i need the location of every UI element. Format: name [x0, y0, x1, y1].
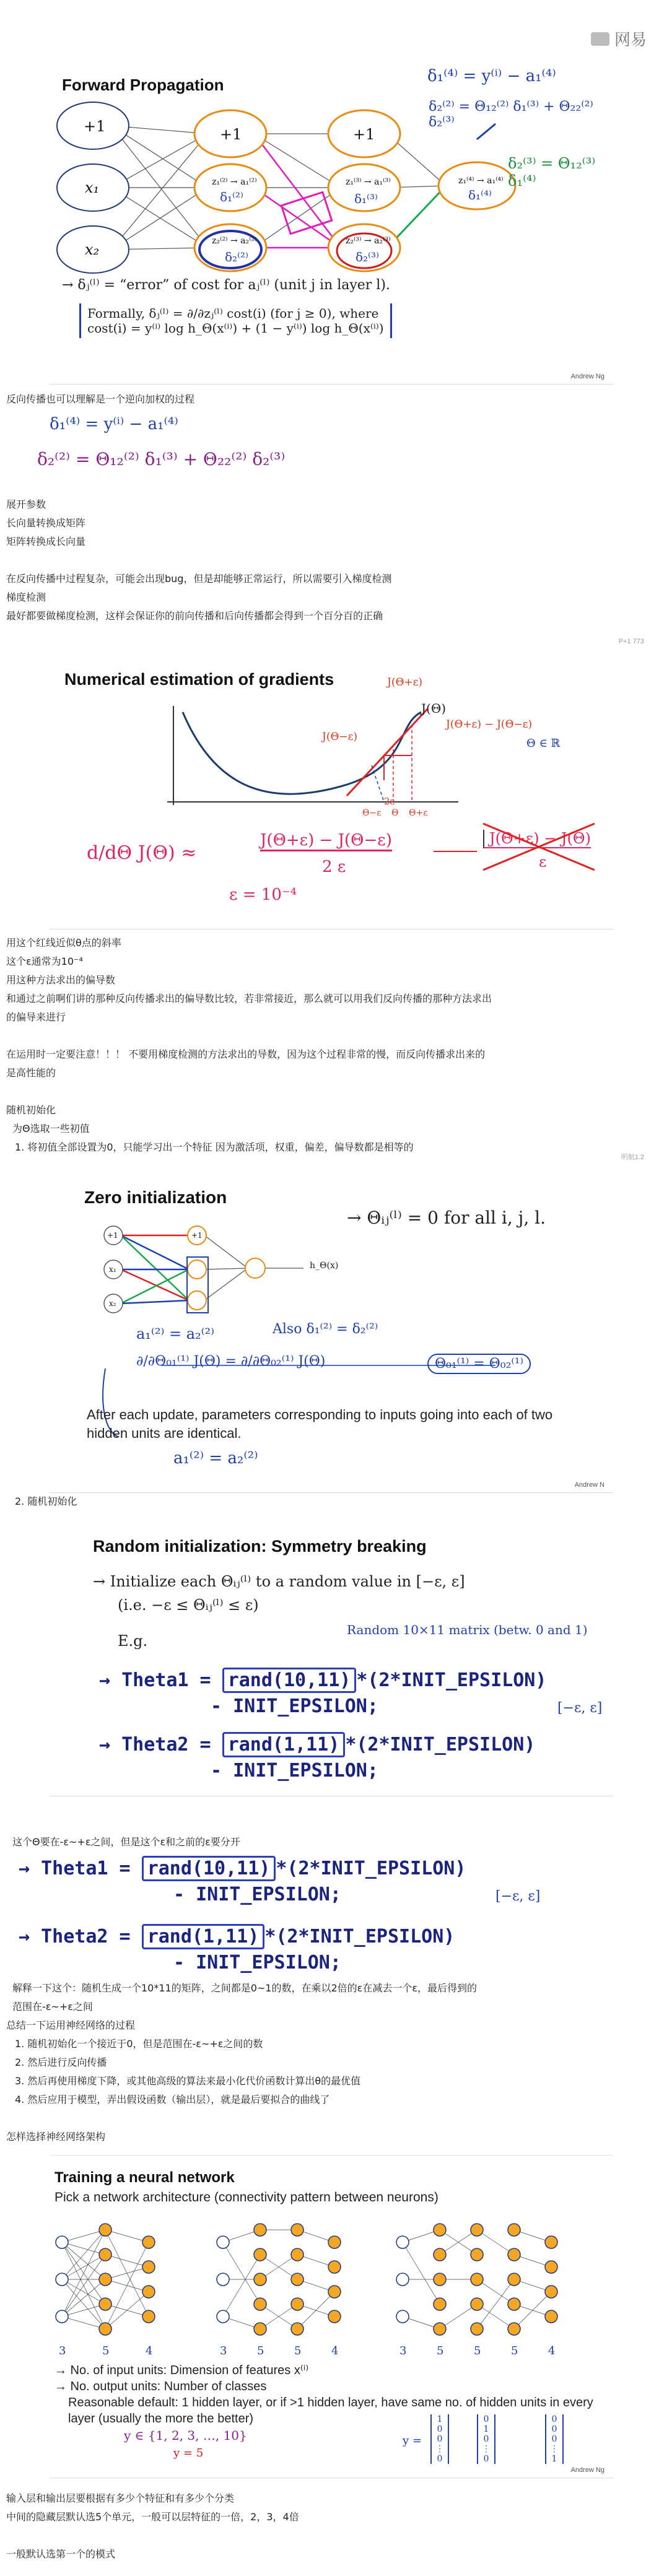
vector-entry: 0 [483, 2434, 489, 2444]
notes-unroll [6, 495, 644, 625]
arch-a-hidden-count: 5 [102, 2344, 110, 2357]
hw-activations-equal-bottom: a₁⁽²⁾ = a₂⁽²⁾ [173, 1449, 258, 1468]
code-theta1 [99, 1669, 546, 1691]
hw-delta-layer3: δ₂⁽³⁾ = Θ₁₂⁽³⁾ δ₁⁽⁴⁾ [508, 155, 596, 189]
svg-text:δ₂⁽²⁾: δ₂⁽²⁾ [225, 250, 248, 264]
cloud-note-icon [591, 32, 609, 46]
note-line: 用这种方法求出的偏导数 [6, 974, 116, 986]
note-line: 怎样选择神经网络架构 [6, 2131, 106, 2143]
svg-text:+1: +1 [191, 1231, 203, 1240]
svg-text:x₁: x₁ [109, 1265, 116, 1274]
vector-entry: 0 [437, 2434, 443, 2444]
slide-title: Numerical estimation of gradients [64, 670, 334, 689]
slide-training-network [50, 2155, 613, 2478]
note-code-theta2 [19, 1926, 455, 1947]
slide-title: Training a neural network [55, 2169, 235, 2186]
code-rand-call: rand(1,11) [142, 1924, 265, 1949]
slide-credit: Andrew Ng [570, 2466, 604, 2474]
curve-label: J(Θ) [421, 701, 447, 716]
architecture-guidelines [55, 2362, 606, 2427]
code-theta1-line2: - INIT_EPSILON; [211, 1695, 378, 1717]
eg-label: E.g. [118, 1632, 148, 1650]
note-line: 随机初始化 [6, 1104, 56, 1116]
notes-epsilon [6, 1833, 644, 1852]
output-units-rule: → No. output units: Number of classes [55, 2380, 267, 2393]
code-rand-call: rand(10,11) [142, 1856, 276, 1881]
vector-entry: ⋮ [435, 2444, 444, 2454]
hw-vector-3 [545, 2414, 564, 2464]
formally-line: Formally, δⱼ⁽ˡ⁾ = ∂/∂zⱼ⁽ˡ⁾ cost(i) (for j ≥ 0), where [87, 306, 379, 321]
hw-vector-2 [477, 2414, 495, 2464]
tick-minus: Θ−ε [362, 808, 382, 818]
arch-c-hidden2-count: 5 [474, 2344, 481, 2357]
vector-entry: 0 [483, 2454, 489, 2464]
svg-text:δ₁⁽⁴⁾: δ₁⁽⁴⁾ [468, 188, 492, 202]
arch-a-input-count: 3 [59, 2344, 66, 2357]
arch-b-output-count: 4 [331, 2344, 339, 2357]
svg-text:+1: +1 [353, 126, 375, 143]
hw-note-delta-layer2: δ₂⁽²⁾ = Θ₁₂⁽²⁾ δ₁⁽³⁾ + Θ₂₂⁽²⁾ δ₂⁽³⁾ [37, 449, 286, 469]
architecture-diagrams [50, 2211, 613, 2360]
hw-delta-output: δ₁⁽⁴⁾ = y⁽ⁱ⁾ − a₁⁽⁴⁾ [427, 67, 556, 85]
svg-text:z₁⁽²⁾ → a₁⁽²⁾: z₁⁽²⁾ → a₁⁽²⁾ [212, 177, 257, 187]
code-theta2-line2: - INIT_EPSILON; [211, 1760, 378, 1782]
note-line: 这个ε通常为10⁻⁴ [6, 955, 83, 967]
output-label: h_Θ(x) [310, 1261, 339, 1271]
svg-text:δ₁⁽²⁾: δ₁⁽²⁾ [220, 189, 243, 204]
hw-delta-layer2: δ₂⁽²⁾ = Θ₁₂⁽²⁾ δ₁⁽³⁾ + Θ₂₂⁽²⁾ δ₂⁽³⁾ [429, 99, 593, 130]
svg-text:δ₁⁽³⁾: δ₁⁽³⁾ [354, 191, 378, 206]
arch-b-hidden2-count: 5 [294, 2344, 302, 2357]
notes-gradient-check [6, 934, 644, 1157]
delta-definition: → δⱼ⁽ˡ⁾ = “error” of cost for aⱼ⁽ˡ⁾ (unit j in layer l). [62, 277, 390, 293]
identical-update-text: After each update, parameters corresponding to inputs going into each of two hidden units are identical. [87, 1407, 553, 1441]
slide-forward-propagation [50, 62, 613, 385]
hw-deltas-equal: Also δ₁⁽²⁾ = δ₂⁽²⁾ [273, 1321, 378, 1337]
slide-credit: Andrew Ng [570, 373, 604, 380]
arch-a-output-count: 4 [146, 2344, 153, 2357]
list-item: 3. 然后再使用梯度下降，或其他高级的算法来最小化代价函数计算出θ的最优值 [15, 2075, 361, 2087]
default-rule: Reasonable default: 1 hidden layer, or if >1 hidden layer, have same no. of hidden units in every layer (usually the more the better) [68, 2396, 593, 2426]
hw-derivatives-equal: ∂/∂Θ₀₁⁽¹⁾ J(Θ) = ∂/∂Θ₀₂⁽¹⁾ J(Θ) [136, 1354, 326, 1369]
note-line: 在运用时一定要注意！！！ 不要用梯度检测的方法求出的导数，因为这个过程非常的慢，而反向传播求出来的 [6, 1048, 486, 1060]
note-line [6, 551, 644, 570]
slide-title: Forward Propagation [62, 76, 224, 94]
hw-y-set: y ∈ {1, 2, 3, …, 10} [124, 2428, 247, 2443]
slide-zero-initialization [50, 1170, 613, 1493]
init-line: → Initialize each Θᵢⱼ⁽ˡ⁾ to a random value in [−ε, ε] [93, 1573, 465, 1590]
note-line: 矩阵转换成长向量 [6, 536, 86, 547]
init-range-line: (i.e. −ε ≤ Θᵢⱼ⁽ˡ⁾ ≤ ε) [118, 1596, 259, 1614]
input-units-rule: → No. of input units: Dimension of features x⁽ⁱ⁾ [55, 2364, 309, 2377]
list-item: 2. 然后进行反向传播 [15, 2056, 107, 2068]
vector-entry: 0 [437, 2454, 443, 2464]
vector-entry: ⋮ [482, 2444, 491, 2454]
note-line: 为Θ选取一些初值 [12, 1123, 90, 1134]
note-line [6, 1082, 644, 1101]
ann-j-minus: J(Θ−ε) [322, 731, 358, 743]
hw-random-matrix: Random 10×11 matrix (betw. 0 and 1) [347, 1622, 588, 1637]
note-line: 梯度检测 [6, 591, 46, 603]
note-code-theta1-line2: - INIT_EPSILON; [173, 1884, 341, 1905]
note-line: 最好都要做梯度检测，这样会保证你的前向传播和后向传播都会得到一个百分百的正确 [6, 610, 383, 622]
slide-title: Random initialization: Symmetry breaking [93, 1537, 427, 1556]
wrong-cross [50, 656, 613, 929]
slide-random-initialization [50, 1523, 613, 1796]
slide-title: Zero initialization [84, 1188, 227, 1207]
svg-text:+1: +1 [84, 118, 106, 135]
note-line: 展开参数 [6, 498, 46, 510]
svg-text:+1: +1 [220, 126, 242, 143]
zero-init-formula: → Θᵢⱼ⁽ˡ⁾ = 0 for all i, j, l. [347, 1208, 546, 1228]
slide-credit: Andrew N [574, 1481, 604, 1489]
vector-entry: 1 [551, 2454, 557, 2464]
note-line [6, 2109, 644, 2128]
brand-logo [591, 27, 647, 50]
tick-center: Θ [391, 808, 399, 818]
notes-random-init [6, 1492, 644, 1511]
list-item: 1. 随机初始化一个接近于0，但是范围在-ε~+ε之间的数 [15, 2038, 263, 2050]
vector-entry: 0 [551, 2434, 557, 2444]
ann-den: 2ε [384, 796, 395, 807]
code-rand-call: rand(10,11) [222, 1668, 357, 1693]
ann-j-plus: J(Θ+ε) [387, 676, 423, 689]
note-tag: P+1 773 [618, 638, 644, 645]
formula-denominator: 2 ε [322, 858, 346, 876]
notes-architecture [6, 2489, 644, 2564]
wrong-denominator: ε [539, 853, 547, 871]
brand-name: 网易 [614, 31, 647, 50]
vector-entry: 1 [437, 2414, 443, 2424]
note-line: 这个Θ要在-ε~+ε之间，但是这个ε和之前的ε要分开 [12, 1836, 240, 1848]
note-line: 是高性能的 [6, 1067, 56, 1079]
tick-plus: Θ+ε [409, 808, 428, 818]
svg-text:x₁: x₁ [85, 179, 100, 196]
code-scale: *(2*INIT_EPSILON) [276, 1858, 466, 1879]
arch-b-hidden1-count: 5 [257, 2344, 264, 2357]
code-lhs: → Theta2 = [99, 1734, 211, 1756]
list-item: 2. 随机初始化 [15, 1495, 77, 1507]
arch-c-output-count: 4 [548, 2344, 556, 2357]
hw-y-label: y = [403, 2434, 422, 2447]
vector-entry: 0 [551, 2414, 557, 2424]
vector-entry: 0 [551, 2424, 557, 2434]
code-scale: *(2*INIT_EPSILON) [264, 1926, 455, 1947]
svg-text:+1: +1 [107, 1231, 118, 1240]
epsilon-value: ε = 10⁻⁴ [229, 886, 297, 904]
note-line [6, 2526, 644, 2545]
note-code-theta2-line2: - INIT_EPSILON; [173, 1952, 341, 1973]
note-tag: 明航1.2 [621, 1154, 644, 1161]
svg-text:z₂⁽³⁾ → a₂⁽³⁾: z₂⁽³⁾ → a₂⁽³⁾ [346, 236, 391, 246]
svg-text:x₂: x₂ [109, 1299, 116, 1308]
note-line: 范围在-ε~+ε之间 [12, 2001, 93, 2012]
notes-backprop [6, 390, 644, 409]
hw-note-delta-output: δ₁⁽⁴⁾ = y⁽ⁱ⁾ − a₁⁽⁴⁾ [50, 415, 178, 433]
code-theta2 [99, 1734, 535, 1756]
code-lhs: → Theta1 = [19, 1858, 131, 1879]
note-line: 中间的隐藏层默认选5个单元，一般可以层特征的一倍，2，3，4倍 [6, 2511, 299, 2523]
formula-numerator: J(Θ+ε) − J(Θ−ε) [260, 831, 392, 851]
hw-y-five: y = 5 [173, 2447, 204, 2460]
vector-entry: 1 [483, 2424, 489, 2434]
arch-c-input-count: 3 [399, 2344, 407, 2357]
notes-summary [6, 1979, 644, 2146]
note-line: 总结一下运用神经网络的过程 [6, 2019, 136, 2031]
note-line: 长向量转换成矩阵 [6, 517, 86, 529]
svg-text:z₁⁽³⁾ → a₁⁽³⁾: z₁⁽³⁾ → a₁⁽³⁾ [346, 177, 391, 187]
note-line: 的偏导来进行 [6, 1011, 66, 1023]
code-lhs: → Theta1 = [99, 1669, 211, 1691]
svg-text:δ₂⁽³⁾: δ₂⁽³⁾ [356, 250, 379, 264]
vector-entry: 0 [483, 2414, 489, 2424]
svg-text:x₂: x₂ [85, 241, 100, 258]
formal-definition [79, 303, 392, 338]
code-lhs: → Theta2 = [19, 1926, 131, 1947]
hw-thetas-equal: Θ₀₁⁽¹⁾ = Θ₀₂⁽¹⁾ [427, 1354, 531, 1374]
slide-numerical-gradients [50, 656, 613, 929]
note-line: 反向传播也可以理解是一个逆向加权的过程 [6, 393, 195, 405]
code-rand-call: rand(1,11) [222, 1732, 346, 1757]
hw-activations-equal: a₁⁽²⁾ = a₂⁽²⁾ [136, 1325, 215, 1342]
formula-lhs: d/dΘ J(Θ) ≈ [87, 842, 197, 864]
note-line: 和通过之前啊们讲的那种反向传播求出的偏导数比较，若非常接近，那么就可以用我们反向传播的那种方法求出 [6, 993, 492, 1004]
note-hw-range: [−ε, ε] [495, 1889, 541, 1904]
list-item: 1. 将初值全部设置为0，只能学习出一个特征 因为激活项，权重，偏差，偏导数都是相等的 [15, 1141, 414, 1153]
cost-line: cost(i) = y⁽ⁱ⁾ log h_Θ(x⁽ⁱ⁾) + (1 − y⁽ⁱ⁾) log h_Θ(x⁽ⁱ⁾) [87, 321, 384, 336]
hw-vector-1 [430, 2414, 449, 2464]
note-line: 用这个红线近似θ点的斜率 [6, 937, 121, 949]
note-line: 在反向传播中过程复杂，可能会出现bug，但是却能够正常运行，所以需要引入梯度检测 [6, 573, 392, 585]
code-scale: *(2*INIT_EPSILON) [345, 1734, 536, 1756]
arch-b-input-count: 3 [220, 2344, 227, 2357]
top-bar [0, 0, 659, 50]
note-line: 解释一下这个：随机生成一个10*11的矩阵，之间都是0~1的数，在乘以2倍的ε在减去一个ε，最后得到的 [12, 1982, 477, 1994]
hw-range: [−ε, ε] [557, 1700, 603, 1716]
note-line: 输入层和输出层要根据有多少个特征和有多少个分类 [6, 2492, 235, 2504]
slide-subtitle: Pick a network architecture (connectivity pattern between neurons) [55, 2190, 439, 2204]
arch-c-hidden1-count: 5 [437, 2344, 444, 2357]
note-line [6, 1027, 644, 1045]
note-code-theta1 [19, 1858, 466, 1879]
wrong-numerator: J(Θ+ε) − J(Θ) [483, 830, 591, 848]
vector-entry: 0 [437, 2424, 443, 2434]
ann-slope: J(Θ+ε) − J(Θ−ε) [446, 718, 533, 731]
svg-text:z₂⁽²⁾ → a₂⁽²⁾: z₂⁽²⁾ → a₂⁽²⁾ [212, 236, 257, 246]
arch-c-hidden3-count: 5 [511, 2344, 518, 2357]
vector-entry: ⋮ [550, 2444, 559, 2454]
ann-real: Θ ∈ ℝ [526, 737, 561, 750]
code-scale: *(2*INIT_EPSILON) [356, 1669, 547, 1691]
note-line: 一般默认选第一个的模式 [6, 2548, 116, 2560]
list-item: 4. 然后应用于模型，弄出假设函数（输出层），就是最后要拟合的曲线了 [15, 2094, 330, 2105]
svg-text:z₁⁽⁴⁾ → a₁⁽⁴⁾: z₁⁽⁴⁾ → a₁⁽⁴⁾ [458, 176, 504, 186]
